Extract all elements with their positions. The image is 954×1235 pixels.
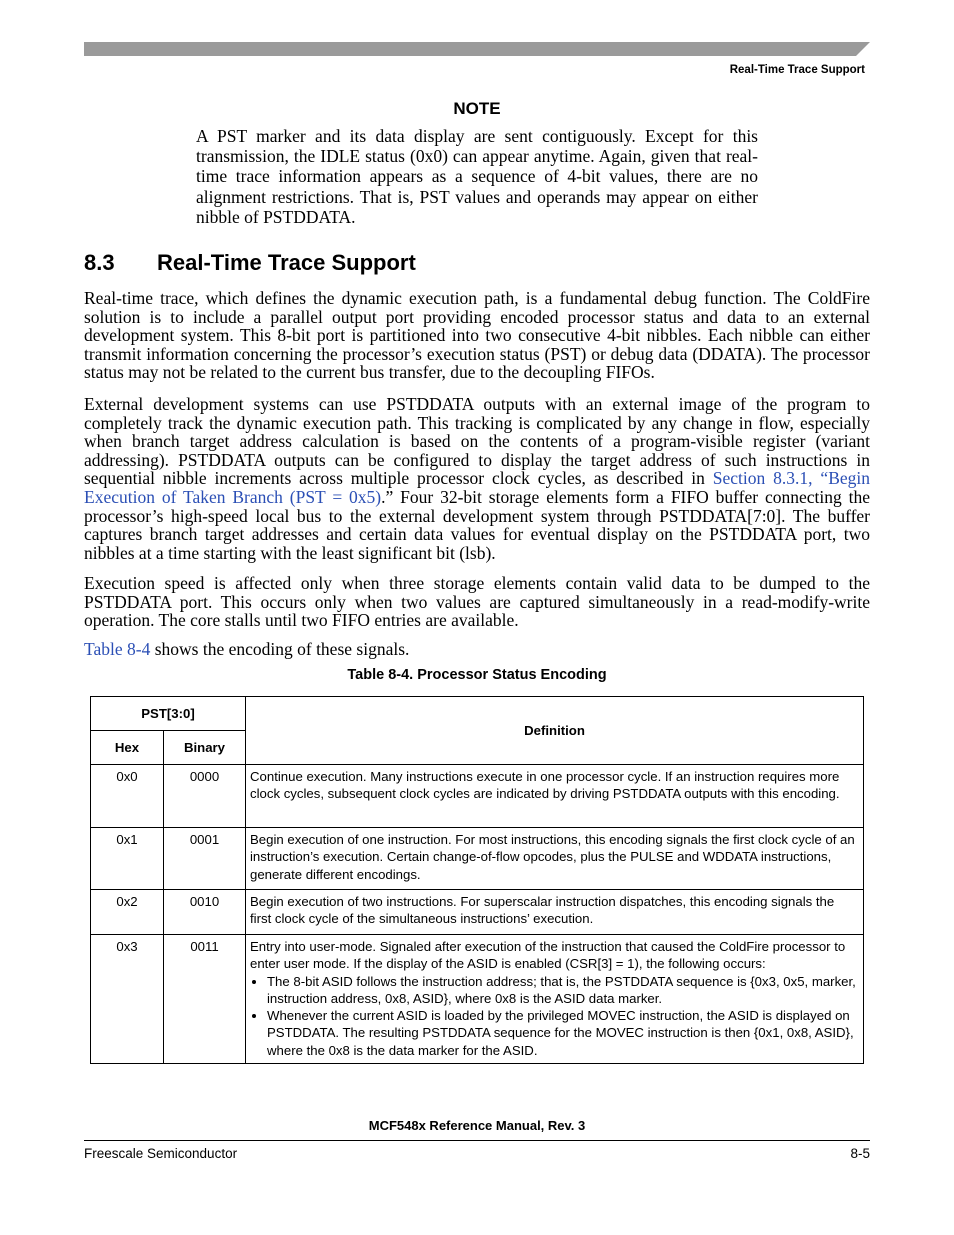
cell-hex: 0x2: [91, 890, 164, 935]
table-row: [91, 828, 864, 890]
header-binary: Binary: [164, 731, 246, 765]
section-8-3-1-link[interactable]: Section 8.3.1, “Begin Execution of Taken Branch (PST = 0x5): [84, 468, 871, 507]
table-8-4-link[interactable]: Table 8-4: [84, 639, 151, 659]
header-pst-group: PST[3:0]: [91, 697, 246, 731]
footer-page-number: 8-5: [850, 1146, 870, 1161]
footer-company: Freescale Semiconductor: [84, 1146, 238, 1161]
cell-hex: 0x3: [91, 935, 164, 1064]
list-item: • The 8-bit ASID follows the instruction address; that is, the PSTDDATA sequence is {0x3, 0x5, marker, instruction address, 0x8, ASID}, where 0x8 is the ASID data marker.: [267, 973, 858, 1008]
paragraph-execution-speed: Execution speed is affected only when three storage elements contain valid data to be dumped to the PSTDDATA port. This occurs only when two values are captured simultaneously in a read-modify-write operation. The core stalls until two FIFO entries are available.: [84, 573, 870, 631]
cell-binary: 0010: [164, 890, 246, 935]
header-bar: [84, 42, 870, 56]
paragraph-intro: Real-time trace, which defines the dynamic execution path, is a fundamental debug function. The ColdFire solution is to include a parallel output port providing encoded processor status and data to an external development system. This 8-bit port is partitioned into two consecutive 4-bit nibbles. Each nibble can either transmit information concerning the processor’s execution status (PST) or debug data (DDATA). The processor status may not be related to the current bus transfer, due to the decoupling FIFOs.: [84, 288, 870, 383]
table-row: [91, 890, 864, 935]
paragraph-external-systems: [84, 395, 870, 562]
paragraph-text: External development systems can use PSTDDATA outputs with an external image of the program to completely track the dynamic execution path. This tracking is complicated by any change in flow, especially when branch target address calculation is based on the contents of a program-visible register (variant addressing). PSTDDATA outputs can be configured to display the target address of such instructions in sequential nibble increments across multiple processor clock cycles, as described in: [84, 394, 870, 489]
cell-hex: 0x1: [91, 828, 164, 890]
cell-binary: 0001: [164, 828, 246, 890]
processor-status-table: [90, 696, 864, 1064]
paragraph-text: shows the encoding of these signals.: [150, 639, 410, 659]
definition-text: Entry into user-mode. Signaled after execution of the instruction that caused the ColdFire processor to enter user mode. If the display of the ASID is enabled (CSR[3] = 1), the following occurs:: [250, 939, 846, 972]
cell-hex: 0x0: [91, 765, 164, 828]
footer-manual-title: MCF548x Reference Manual, Rev. 3: [368, 1118, 586, 1133]
definition-bullet-list: [250, 973, 858, 1059]
cell-definition: [246, 935, 864, 1064]
note-heading: NOTE: [453, 99, 501, 118]
cell-definition: Continue execution. Many instructions execute in one processor cycle. If an instruction requires more clock cycles, subsequent clock cycles are indicated by driving PSTDDATA outputs with this encoding.: [246, 765, 864, 828]
table-row: [91, 935, 864, 1064]
footer-divider: [84, 1140, 870, 1141]
cell-binary: 0011: [164, 935, 246, 1064]
cell-binary: 0000: [164, 765, 246, 828]
header-hex: Hex: [91, 731, 164, 765]
header-definition: Definition: [246, 697, 864, 765]
section-heading: [84, 250, 416, 276]
table-row: [91, 765, 864, 828]
list-item: • Whenever the current ASID is loaded by the privileged MOVEC instruction, the ASID is displayed on PSTDDATA. The resulting PSTDDATA sequence for the MOVEC instruction is then {0x1, 0x8, ASID}, where the 0x8 is the data marker for the ASID.: [267, 1007, 858, 1059]
section-title: Real-Time Trace Support: [157, 250, 416, 275]
note-body: A PST marker and its data display are sent contiguously. Except for this transmission, the IDLE status (0x0) can appear anytime. Again, given that real-time trace information appears as a sequence of 4-bit values, there are no alignment restrictions. That is, PST values and operands may appear on either nibble of PSTDDATA.: [196, 126, 758, 227]
paragraph-text: .” Four 32-bit storage elements form a FIFO buffer connecting the processor’s high-speed local bus to the external development system through PSTDDATA[7:0]. The buffer captures branch target addresses and certain data values for eventual display on the PSTDDATA port, two nibbles at a time starting with the least significant bit (lsb).: [84, 486, 870, 563]
cell-definition: Begin execution of two instructions. For superscalar instruction dispatches, this encoding signals the first clock cycle of the simultaneous instructions’ execution.: [246, 890, 864, 935]
running-header-title: Real-Time Trace Support: [729, 64, 865, 76]
section-number: 8.3: [84, 250, 115, 275]
cell-definition: Begin execution of one instruction. For most instructions, this encoding signals the first clock cycle of an instruction’s execution. Certain change-of-flow opcodes, plus the PULSE and WDDATA instructions, generate different encodings.: [246, 828, 864, 890]
table-caption: Table 8-4. Processor Status Encoding: [347, 667, 607, 683]
paragraph-table-reference: [84, 640, 870, 659]
